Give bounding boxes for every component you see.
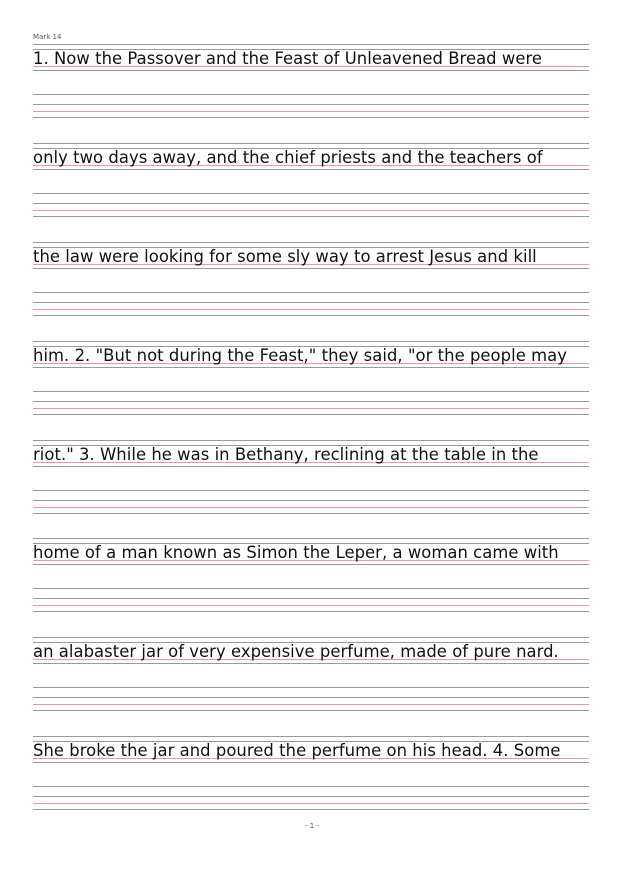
- guide-line: [33, 117, 589, 118]
- guide-line: [33, 216, 589, 217]
- writing-block: [33, 242, 589, 332]
- guide-line: [33, 169, 589, 170]
- page-number: - 1 -: [305, 822, 319, 830]
- writing-block: [33, 538, 589, 628]
- guide-line: [33, 440, 589, 441]
- guide-line: [33, 242, 589, 243]
- guide-line: [33, 786, 589, 787]
- guide-line: [33, 203, 589, 204]
- guide-line: [33, 736, 589, 737]
- scripture-line: She broke the jar and poured the perfume on his head. 4. Some: [33, 741, 561, 760]
- guide-line: [33, 401, 589, 402]
- guide-line: [33, 663, 589, 664]
- writing-block: [33, 736, 589, 826]
- scripture-line: the law were looking for some sly way to arrest Jesus and kill: [33, 247, 537, 266]
- guide-line: [33, 367, 589, 368]
- red-guide-line: [33, 408, 589, 409]
- scripture-line: only two days away, and the chief priests and the teachers of: [33, 148, 543, 167]
- guide-line: [33, 697, 589, 698]
- guide-line: [33, 513, 589, 514]
- scripture-line: riot." 3. While he was in Bethany, reclining at the table in the: [33, 445, 539, 464]
- red-guide-line: [33, 605, 589, 606]
- guide-line: [33, 637, 589, 638]
- guide-line: [33, 500, 589, 501]
- guide-line: [33, 302, 589, 303]
- guide-line: [33, 588, 589, 589]
- writing-block: [33, 637, 589, 727]
- guide-line: [33, 598, 589, 599]
- guide-line: [33, 143, 589, 144]
- guide-line: [33, 687, 589, 688]
- guide-line: [33, 104, 589, 105]
- guide-line: [33, 710, 589, 711]
- scripture-line: an alabaster jar of very expensive perfume, made of pure nard.: [33, 642, 559, 661]
- red-guide-line: [33, 803, 589, 804]
- red-guide-line: [33, 704, 589, 705]
- writing-block: [33, 341, 589, 431]
- guide-line: [33, 414, 589, 415]
- guide-line: [33, 490, 589, 491]
- guide-line: [33, 809, 589, 810]
- guide-line: [33, 94, 589, 95]
- red-guide-line: [33, 309, 589, 310]
- guide-line: [33, 466, 589, 467]
- guide-line: [33, 341, 589, 342]
- guide-line: [33, 292, 589, 293]
- writing-block: [33, 440, 589, 530]
- scripture-line: home of a man known as Simon the Leper, a woman came with: [33, 543, 559, 562]
- guide-line: [33, 391, 589, 392]
- guide-line: [33, 538, 589, 539]
- scripture-line: him. 2. "But not during the Feast," they said, "or the people may: [33, 346, 567, 365]
- scripture-line: 1. Now the Passover and the Feast of Unleavened Bread were: [33, 49, 543, 68]
- chapter-label: Mark 14: [33, 33, 62, 41]
- guide-line: [33, 268, 589, 269]
- writing-block: [33, 44, 589, 134]
- guide-line: [33, 315, 589, 316]
- guide-line: [33, 611, 589, 612]
- red-guide-line: [33, 111, 589, 112]
- guide-line: [33, 762, 589, 763]
- red-guide-line: [33, 507, 589, 508]
- guide-line: [33, 44, 589, 45]
- writing-block: [33, 143, 589, 233]
- red-guide-line: [33, 210, 589, 211]
- guide-line: [33, 796, 589, 797]
- guide-line: [33, 70, 589, 71]
- guide-line: [33, 193, 589, 194]
- guide-line: [33, 564, 589, 565]
